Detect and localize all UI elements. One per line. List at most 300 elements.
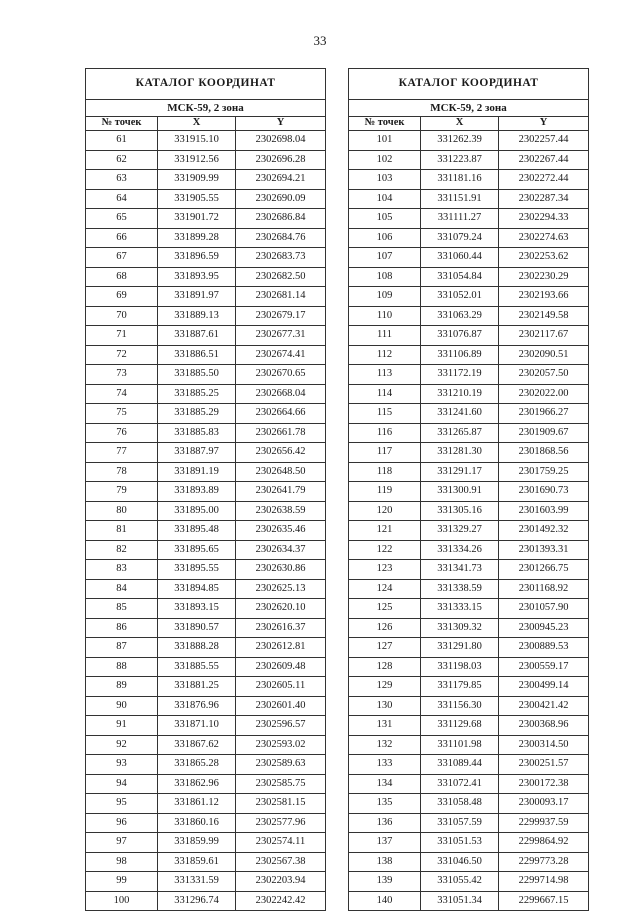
y-coordinate-cell: 2302267.44 xyxy=(499,150,589,170)
table-row xyxy=(349,599,589,619)
point-number-cell: 111 xyxy=(349,326,421,346)
table-row xyxy=(349,170,589,190)
y-coordinate-cell: 2300499.14 xyxy=(499,677,589,697)
y-coordinate-cell: 2302294.33 xyxy=(499,209,589,229)
y-coordinate-cell: 2300314.50 xyxy=(499,735,589,755)
y-coordinate-cell: 2302656.42 xyxy=(236,443,326,463)
table-row xyxy=(349,462,589,482)
y-coordinate-cell: 2302638.59 xyxy=(236,501,326,521)
x-coordinate-cell: 331886.51 xyxy=(158,345,236,365)
y-coordinate-cell: 2302690.09 xyxy=(236,189,326,209)
table-row xyxy=(86,774,326,794)
x-coordinate-cell: 331905.55 xyxy=(158,189,236,209)
table-row xyxy=(349,209,589,229)
y-coordinate-cell: 2301266.75 xyxy=(499,560,589,580)
point-number-cell: 74 xyxy=(86,384,158,404)
y-coordinate-cell: 2299714.98 xyxy=(499,872,589,892)
table-row xyxy=(86,618,326,638)
y-coordinate-cell: 2302605.11 xyxy=(236,677,326,697)
point-number-cell: 93 xyxy=(86,755,158,775)
point-number-cell: 71 xyxy=(86,326,158,346)
y-coordinate-cell: 2302612.81 xyxy=(236,638,326,658)
point-number-cell: 103 xyxy=(349,170,421,190)
table-row xyxy=(349,326,589,346)
table-row xyxy=(86,794,326,814)
table-row xyxy=(349,384,589,404)
point-number-cell: 129 xyxy=(349,677,421,697)
x-coordinate-cell: 331881.25 xyxy=(158,677,236,697)
table-row xyxy=(349,696,589,716)
x-coordinate-cell: 331223.87 xyxy=(421,150,499,170)
x-coordinate-cell: 331893.15 xyxy=(158,599,236,619)
point-number-cell: 79 xyxy=(86,482,158,502)
point-number-cell: 94 xyxy=(86,774,158,794)
y-coordinate-cell: 2302574.11 xyxy=(236,833,326,853)
y-coordinate-cell: 2302683.73 xyxy=(236,248,326,268)
y-coordinate-cell: 2299937.59 xyxy=(499,813,589,833)
catalog-title: КАТАЛОГ КООРДИНАТ xyxy=(86,69,326,100)
y-coordinate-cell: 2302682.50 xyxy=(236,267,326,287)
table-row xyxy=(349,365,589,385)
table-row xyxy=(349,638,589,658)
column-header-point-number: № точек xyxy=(86,117,158,131)
table-row xyxy=(349,833,589,853)
point-number-cell: 62 xyxy=(86,150,158,170)
x-coordinate-cell: 331309.32 xyxy=(421,618,499,638)
x-coordinate-cell: 331052.01 xyxy=(421,287,499,307)
point-number-cell: 137 xyxy=(349,833,421,853)
x-coordinate-cell: 331899.28 xyxy=(158,228,236,248)
table-row xyxy=(349,189,589,209)
table-row xyxy=(86,404,326,424)
y-coordinate-cell: 2300251.57 xyxy=(499,755,589,775)
table-row xyxy=(349,131,589,151)
x-coordinate-cell: 331063.29 xyxy=(421,306,499,326)
y-coordinate-cell: 2302253.62 xyxy=(499,248,589,268)
y-coordinate-cell: 2302274.63 xyxy=(499,228,589,248)
point-number-cell: 122 xyxy=(349,540,421,560)
point-number-cell: 70 xyxy=(86,306,158,326)
x-coordinate-cell: 331890.57 xyxy=(158,618,236,638)
table-row xyxy=(86,365,326,385)
table-row xyxy=(349,540,589,560)
y-coordinate-cell: 2302698.04 xyxy=(236,131,326,151)
x-coordinate-cell: 331046.50 xyxy=(421,852,499,872)
y-coordinate-cell: 2299773.28 xyxy=(499,852,589,872)
table-row xyxy=(86,696,326,716)
table-row xyxy=(349,267,589,287)
x-coordinate-cell: 331887.61 xyxy=(158,326,236,346)
y-coordinate-cell: 2302634.37 xyxy=(236,540,326,560)
x-coordinate-cell: 331296.74 xyxy=(158,891,236,911)
point-number-cell: 88 xyxy=(86,657,158,677)
x-coordinate-cell: 331867.62 xyxy=(158,735,236,755)
table-row xyxy=(86,891,326,911)
x-coordinate-cell: 331915.10 xyxy=(158,131,236,151)
table-row xyxy=(349,657,589,677)
table-row xyxy=(86,657,326,677)
table-row xyxy=(86,189,326,209)
table-row xyxy=(86,872,326,892)
x-coordinate-cell: 331885.50 xyxy=(158,365,236,385)
x-coordinate-cell: 331210.19 xyxy=(421,384,499,404)
y-coordinate-cell: 2301690.73 xyxy=(499,482,589,502)
table-row xyxy=(86,267,326,287)
table-row xyxy=(86,170,326,190)
point-number-cell: 106 xyxy=(349,228,421,248)
y-coordinate-cell: 2302203.94 xyxy=(236,872,326,892)
x-coordinate-cell: 331885.83 xyxy=(158,423,236,443)
point-number-cell: 80 xyxy=(86,501,158,521)
y-coordinate-cell: 2302242.42 xyxy=(236,891,326,911)
y-coordinate-cell: 2302230.29 xyxy=(499,267,589,287)
x-coordinate-cell: 331331.59 xyxy=(158,872,236,892)
point-number-cell: 72 xyxy=(86,345,158,365)
table-row xyxy=(349,794,589,814)
table-row xyxy=(86,326,326,346)
x-coordinate-cell: 331054.84 xyxy=(421,267,499,287)
x-coordinate-cell: 331891.19 xyxy=(158,462,236,482)
point-number-cell: 67 xyxy=(86,248,158,268)
point-number-cell: 92 xyxy=(86,735,158,755)
table-row xyxy=(86,735,326,755)
table-row xyxy=(349,716,589,736)
coordinate-table-right xyxy=(348,68,589,911)
y-coordinate-cell: 2301909.67 xyxy=(499,423,589,443)
x-coordinate-cell: 331072.41 xyxy=(421,774,499,794)
column-header-x: X xyxy=(158,117,236,131)
y-coordinate-cell: 2302609.48 xyxy=(236,657,326,677)
point-number-cell: 138 xyxy=(349,852,421,872)
y-coordinate-cell: 2302577.96 xyxy=(236,813,326,833)
point-number-cell: 89 xyxy=(86,677,158,697)
x-coordinate-cell: 331300.91 xyxy=(421,482,499,502)
table-row xyxy=(349,852,589,872)
x-coordinate-cell: 331861.12 xyxy=(158,794,236,814)
table-row xyxy=(86,443,326,463)
y-coordinate-cell: 2300889.53 xyxy=(499,638,589,658)
x-coordinate-cell: 331101.98 xyxy=(421,735,499,755)
y-coordinate-cell: 2301603.99 xyxy=(499,501,589,521)
y-coordinate-cell: 2301966.27 xyxy=(499,404,589,424)
point-number-cell: 69 xyxy=(86,287,158,307)
x-coordinate-cell: 331179.85 xyxy=(421,677,499,697)
x-coordinate-cell: 331076.87 xyxy=(421,326,499,346)
x-coordinate-cell: 331055.42 xyxy=(421,872,499,892)
x-coordinate-cell: 331894.85 xyxy=(158,579,236,599)
x-coordinate-cell: 331129.68 xyxy=(421,716,499,736)
x-coordinate-cell: 331895.48 xyxy=(158,521,236,541)
table-row xyxy=(86,677,326,697)
y-coordinate-cell: 2302567.38 xyxy=(236,852,326,872)
table-row xyxy=(86,482,326,502)
y-coordinate-cell: 2302117.67 xyxy=(499,326,589,346)
point-number-cell: 98 xyxy=(86,852,158,872)
table-row xyxy=(86,423,326,443)
x-coordinate-cell: 331089.44 xyxy=(421,755,499,775)
point-number-cell: 132 xyxy=(349,735,421,755)
x-coordinate-cell: 331241.60 xyxy=(421,404,499,424)
table-row xyxy=(349,423,589,443)
y-coordinate-cell: 2300172.38 xyxy=(499,774,589,794)
table-row xyxy=(349,443,589,463)
point-number-cell: 108 xyxy=(349,267,421,287)
x-coordinate-cell: 331051.53 xyxy=(421,833,499,853)
table-row xyxy=(86,228,326,248)
table-row xyxy=(86,462,326,482)
x-coordinate-cell: 331329.27 xyxy=(421,521,499,541)
table-row xyxy=(86,813,326,833)
y-coordinate-cell: 2301868.56 xyxy=(499,443,589,463)
point-number-cell: 81 xyxy=(86,521,158,541)
point-number-cell: 115 xyxy=(349,404,421,424)
y-coordinate-cell: 2302625.13 xyxy=(236,579,326,599)
x-coordinate-cell: 331341.73 xyxy=(421,560,499,580)
y-coordinate-cell: 2302635.46 xyxy=(236,521,326,541)
table-row xyxy=(349,482,589,502)
x-coordinate-cell: 331111.27 xyxy=(421,209,499,229)
x-coordinate-cell: 331885.55 xyxy=(158,657,236,677)
point-number-cell: 131 xyxy=(349,716,421,736)
y-coordinate-cell: 2302589.63 xyxy=(236,755,326,775)
y-coordinate-cell: 2302090.51 xyxy=(499,345,589,365)
x-coordinate-cell: 331198.03 xyxy=(421,657,499,677)
y-coordinate-cell: 2301393.31 xyxy=(499,540,589,560)
x-coordinate-cell: 331896.59 xyxy=(158,248,236,268)
x-coordinate-cell: 331051.34 xyxy=(421,891,499,911)
point-number-cell: 83 xyxy=(86,560,158,580)
point-number-cell: 126 xyxy=(349,618,421,638)
table-row xyxy=(349,404,589,424)
y-coordinate-cell: 2301759.25 xyxy=(499,462,589,482)
point-number-cell: 77 xyxy=(86,443,158,463)
point-number-cell: 113 xyxy=(349,365,421,385)
y-coordinate-cell: 2302620.10 xyxy=(236,599,326,619)
table-row xyxy=(349,618,589,638)
table-row xyxy=(86,599,326,619)
y-coordinate-cell: 2302679.17 xyxy=(236,306,326,326)
point-number-cell: 140 xyxy=(349,891,421,911)
coordinate-system-zone: МСК-59, 2 зона xyxy=(86,100,326,117)
table-row xyxy=(86,521,326,541)
point-number-cell: 63 xyxy=(86,170,158,190)
table-row xyxy=(86,287,326,307)
y-coordinate-cell: 2300945.23 xyxy=(499,618,589,638)
x-coordinate-cell: 331079.24 xyxy=(421,228,499,248)
x-coordinate-cell: 331909.99 xyxy=(158,170,236,190)
table-row xyxy=(349,755,589,775)
table-row xyxy=(349,501,589,521)
point-number-cell: 119 xyxy=(349,482,421,502)
y-coordinate-cell: 2302257.44 xyxy=(499,131,589,151)
x-coordinate-cell: 331885.29 xyxy=(158,404,236,424)
point-number-cell: 97 xyxy=(86,833,158,853)
y-coordinate-cell: 2300093.17 xyxy=(499,794,589,814)
y-coordinate-cell: 2302696.28 xyxy=(236,150,326,170)
x-coordinate-cell: 331291.80 xyxy=(421,638,499,658)
point-number-cell: 96 xyxy=(86,813,158,833)
y-coordinate-cell: 2302668.04 xyxy=(236,384,326,404)
x-coordinate-cell: 331262.39 xyxy=(421,131,499,151)
y-coordinate-cell: 2302287.34 xyxy=(499,189,589,209)
table-row xyxy=(86,384,326,404)
point-number-cell: 109 xyxy=(349,287,421,307)
point-number-cell: 61 xyxy=(86,131,158,151)
point-number-cell: 123 xyxy=(349,560,421,580)
point-number-cell: 121 xyxy=(349,521,421,541)
point-number-cell: 110 xyxy=(349,306,421,326)
y-coordinate-cell: 2302272.44 xyxy=(499,170,589,190)
y-coordinate-cell: 2302681.14 xyxy=(236,287,326,307)
point-number-cell: 90 xyxy=(86,696,158,716)
point-number-cell: 116 xyxy=(349,423,421,443)
table-row xyxy=(349,774,589,794)
x-coordinate-cell: 331333.15 xyxy=(421,599,499,619)
x-coordinate-cell: 331901.72 xyxy=(158,209,236,229)
y-coordinate-cell: 2302686.84 xyxy=(236,209,326,229)
point-number-cell: 91 xyxy=(86,716,158,736)
point-number-cell: 78 xyxy=(86,462,158,482)
y-coordinate-cell: 2302581.15 xyxy=(236,794,326,814)
y-coordinate-cell: 2302022.00 xyxy=(499,384,589,404)
x-coordinate-cell: 331265.87 xyxy=(421,423,499,443)
table-row xyxy=(86,150,326,170)
table-row xyxy=(349,677,589,697)
y-coordinate-cell: 2302677.31 xyxy=(236,326,326,346)
x-coordinate-cell: 331338.59 xyxy=(421,579,499,599)
table-row xyxy=(86,540,326,560)
point-number-cell: 104 xyxy=(349,189,421,209)
point-number-cell: 114 xyxy=(349,384,421,404)
y-coordinate-cell: 2300559.17 xyxy=(499,657,589,677)
point-number-cell: 130 xyxy=(349,696,421,716)
point-number-cell: 87 xyxy=(86,638,158,658)
table-row xyxy=(349,735,589,755)
x-coordinate-cell: 331876.96 xyxy=(158,696,236,716)
table-row xyxy=(86,833,326,853)
table-row xyxy=(86,345,326,365)
x-coordinate-cell: 331181.16 xyxy=(421,170,499,190)
point-number-cell: 84 xyxy=(86,579,158,599)
y-coordinate-cell: 2302193.66 xyxy=(499,287,589,307)
x-coordinate-cell: 331885.25 xyxy=(158,384,236,404)
y-coordinate-cell: 2302616.37 xyxy=(236,618,326,638)
point-number-cell: 68 xyxy=(86,267,158,287)
x-coordinate-cell: 331889.13 xyxy=(158,306,236,326)
x-coordinate-cell: 331859.61 xyxy=(158,852,236,872)
x-coordinate-cell: 331281.30 xyxy=(421,443,499,463)
y-coordinate-cell: 2302593.02 xyxy=(236,735,326,755)
table-row xyxy=(349,248,589,268)
y-coordinate-cell: 2301492.32 xyxy=(499,521,589,541)
point-number-cell: 99 xyxy=(86,872,158,892)
column-header-y: Y xyxy=(236,117,326,131)
x-coordinate-cell: 331058.48 xyxy=(421,794,499,814)
x-coordinate-cell: 331156.30 xyxy=(421,696,499,716)
point-number-cell: 128 xyxy=(349,657,421,677)
point-number-cell: 134 xyxy=(349,774,421,794)
table-row xyxy=(86,306,326,326)
point-number-cell: 117 xyxy=(349,443,421,463)
point-number-cell: 127 xyxy=(349,638,421,658)
point-number-cell: 95 xyxy=(86,794,158,814)
table-row xyxy=(349,306,589,326)
x-coordinate-cell: 331859.99 xyxy=(158,833,236,853)
coordinate-system-zone: МСК-59, 2 зона xyxy=(349,100,589,117)
table-row xyxy=(349,872,589,892)
y-coordinate-cell: 2299667.15 xyxy=(499,891,589,911)
point-number-cell: 86 xyxy=(86,618,158,638)
point-number-cell: 120 xyxy=(349,501,421,521)
x-coordinate-cell: 331334.26 xyxy=(421,540,499,560)
table-row xyxy=(86,755,326,775)
table-row xyxy=(86,209,326,229)
point-number-cell: 139 xyxy=(349,872,421,892)
y-coordinate-cell: 2300368.96 xyxy=(499,716,589,736)
y-coordinate-cell: 2302674.41 xyxy=(236,345,326,365)
point-number-cell: 136 xyxy=(349,813,421,833)
point-number-cell: 66 xyxy=(86,228,158,248)
point-number-cell: 64 xyxy=(86,189,158,209)
x-coordinate-cell: 331305.16 xyxy=(421,501,499,521)
point-number-cell: 101 xyxy=(349,131,421,151)
y-coordinate-cell: 2302684.76 xyxy=(236,228,326,248)
x-coordinate-cell: 331060.44 xyxy=(421,248,499,268)
table-row xyxy=(349,228,589,248)
y-coordinate-cell: 2301057.90 xyxy=(499,599,589,619)
point-number-cell: 124 xyxy=(349,579,421,599)
point-number-cell: 76 xyxy=(86,423,158,443)
point-number-cell: 118 xyxy=(349,462,421,482)
x-coordinate-cell: 331887.97 xyxy=(158,443,236,463)
x-coordinate-cell: 331860.16 xyxy=(158,813,236,833)
y-coordinate-cell: 2302664.66 xyxy=(236,404,326,424)
table-row xyxy=(86,560,326,580)
x-coordinate-cell: 331895.55 xyxy=(158,560,236,580)
y-coordinate-cell: 2302585.75 xyxy=(236,774,326,794)
x-coordinate-cell: 331893.95 xyxy=(158,267,236,287)
x-coordinate-cell: 331106.89 xyxy=(421,345,499,365)
point-number-cell: 65 xyxy=(86,209,158,229)
table-row xyxy=(86,131,326,151)
point-number-cell: 100 xyxy=(86,891,158,911)
table-row xyxy=(349,813,589,833)
y-coordinate-cell: 2302661.78 xyxy=(236,423,326,443)
coordinate-table-left xyxy=(85,68,326,911)
column-header-x: X xyxy=(421,117,499,131)
table-row xyxy=(86,852,326,872)
point-number-cell: 73 xyxy=(86,365,158,385)
table-row xyxy=(349,150,589,170)
y-coordinate-cell: 2302596.57 xyxy=(236,716,326,736)
catalog-title: КАТАЛОГ КООРДИНАТ xyxy=(349,69,589,100)
y-coordinate-cell: 2299864.92 xyxy=(499,833,589,853)
y-coordinate-cell: 2302648.50 xyxy=(236,462,326,482)
column-header-y: Y xyxy=(499,117,589,131)
page-number: 33 xyxy=(313,33,327,48)
x-coordinate-cell: 331057.59 xyxy=(421,813,499,833)
x-coordinate-cell: 331888.28 xyxy=(158,638,236,658)
x-coordinate-cell: 331151.91 xyxy=(421,189,499,209)
y-coordinate-cell: 2302694.21 xyxy=(236,170,326,190)
x-coordinate-cell: 331891.97 xyxy=(158,287,236,307)
y-coordinate-cell: 2302057.50 xyxy=(499,365,589,385)
point-number-cell: 112 xyxy=(349,345,421,365)
table-row xyxy=(86,638,326,658)
y-coordinate-cell: 2300421.42 xyxy=(499,696,589,716)
x-coordinate-cell: 331865.28 xyxy=(158,755,236,775)
table-row xyxy=(86,579,326,599)
